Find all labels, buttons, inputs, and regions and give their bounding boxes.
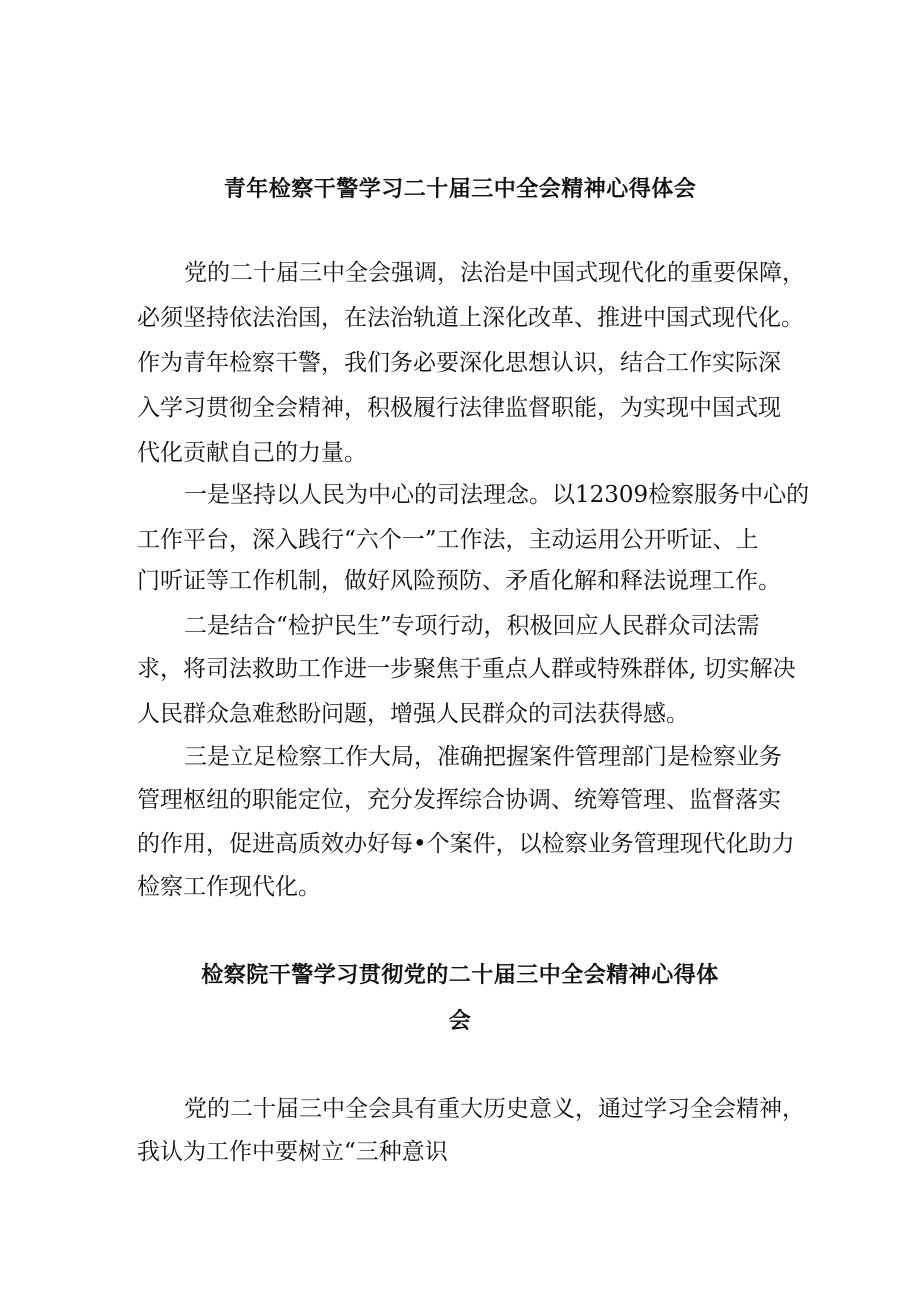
- article-2-title-line-1: 检察院干警学习贯彻党的二十届三中全会精神心得体: [201, 962, 719, 988]
- article-1-line-9: 二是结合“检护民生”专项行动，积极回应人民群众司法需: [184, 613, 760, 639]
- article-1-line-14: 的作用，促进高质效办好每•个案件，以检察业务管理现代化助力: [137, 831, 795, 857]
- article-1-line-12: 三是立足检察工作大局，准确把握案件管理部门是检察业务: [184, 744, 782, 770]
- article-1-line-1: 党的二十届三中全会强调，法治是中国式现代化的重要保障，: [184, 260, 805, 286]
- article-1-line-7: 工作平台，深入践行“六个一”工作法，主动运用公开听证、上: [137, 527, 759, 553]
- article-1-line-5: 代化贡献自己的力量。: [137, 440, 367, 466]
- article-1-line-10: 求，将司法救助工作进一步聚焦于重点人群或特殊群体, 切实解决: [137, 656, 796, 682]
- article-1-line-2: 必须坚持依法治国，在法治轨道上深化改革、推进中国式现代化。: [137, 305, 804, 331]
- article-1-line-15: 检察工作现代化。: [137, 874, 321, 900]
- article-2-title-line-2: 会: [448, 1008, 472, 1034]
- article-1-line-6: 一是坚持以人民为中心的司法理念。以12309检察服务中心的: [184, 482, 810, 508]
- article-2-line-1: 党的二十届三中全会具有重大历史意义，通过学习全会精神，: [184, 1096, 805, 1122]
- article-1-title: 青年检察干警学习二十届三中全会精神心得体会: [223, 176, 697, 202]
- article-1-line-3: 作为青年检察干警，我们务必要深化思想认识，结合工作实际深: [137, 350, 781, 376]
- article-1-line-13: 管理枢纽的职能定位，充分发挥综合协调、统筹管理、监督落实: [137, 787, 781, 813]
- article-1-line-11: 人民群众急难愁盼问题，增强人民群众的司法获得感。: [137, 701, 689, 727]
- article-2-line-2: 我认为工作中要树立“三种意识: [137, 1139, 448, 1165]
- article-1-line-8: 门听证等工作机制，做好风险预防、矛盾化解和释法说理工作。: [137, 568, 781, 594]
- article-1-line-4: 入学习贯彻全会精神，积极履行法律监督职能，为实现中国式现: [137, 395, 781, 421]
